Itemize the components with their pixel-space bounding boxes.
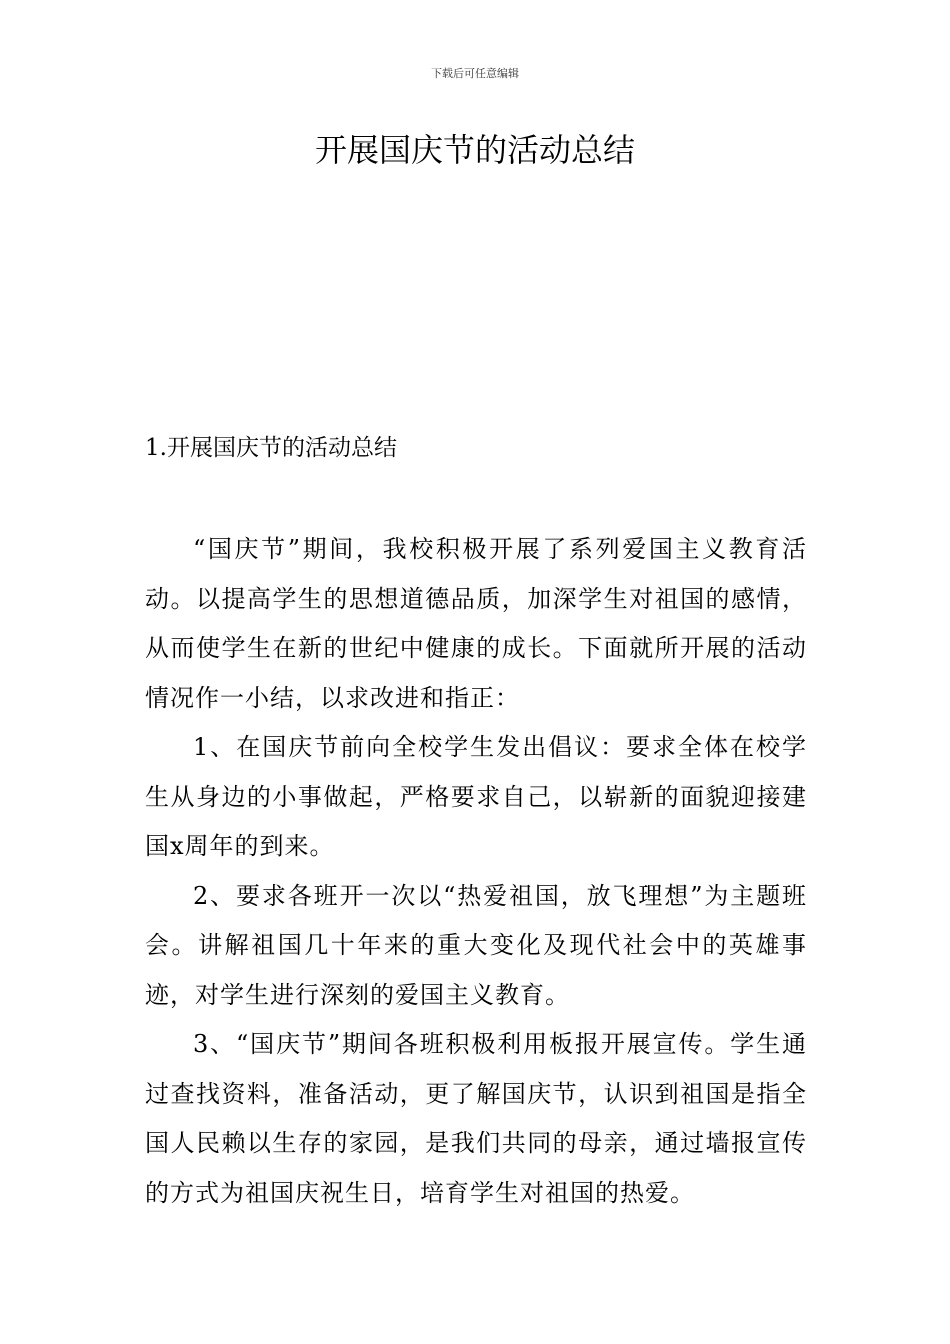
paragraph-intro: “国庆节”期间，我校积极开展了系列爱国主义教育活动。以提高学生的思想道德品质，加深学生对祖国的感情，从而使学生在新的世纪中健康的成长。下面就所开展的活动情况作一小结，以求改进和指正：: [145, 535, 807, 712]
paragraph-item-2: 2、要求各班开一次以“热爱祖国，放飞理想”为主题班会。讲解祖国几十年来的重大变化及现代社会中的英雄事迹，对学生进行深刻的爱国主义教育。: [145, 881, 807, 1009]
body-text: [145, 525, 807, 1218]
header-note: 下载后可任意编辑: [431, 67, 519, 80]
section-heading: 1.开展国庆节的活动总结: [145, 435, 397, 461]
paragraph-item-1: 1、在国庆节前向全校学生发出倡议：要求全体在校学生从身边的小事做起，严格要求自己，以崭新的面貌迎接建国x周年的到来。: [145, 733, 807, 860]
paragraph-item-3: 3、“国庆节”期间各班积极利用板报开展宣传。学生通过查找资料，准备活动，更了解国庆节，认识到祖国是指全国人民赖以生存的家园，是我们共同的母亲，通过墙报宣传的方式为祖国庆祝生日，培育学生对祖国的热爱。: [145, 1030, 807, 1207]
document-title: 开展国庆节的活动总结: [314, 131, 635, 169]
